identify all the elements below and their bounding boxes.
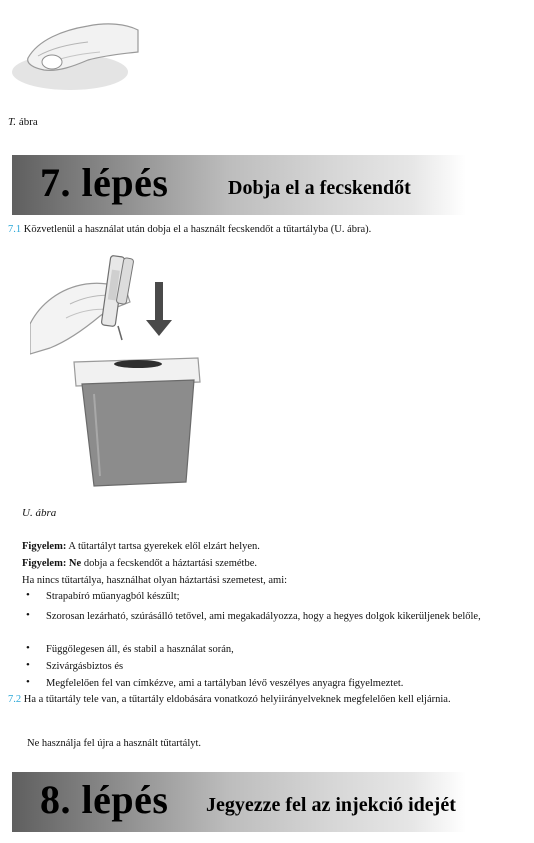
figure-t-illustration [8,0,143,100]
bullet-icon: • [26,659,30,671]
warning-2: Figyelem: Ne dobja a fecskendőt a háztartási szemétbe. [22,558,257,569]
bullet-icon: • [26,589,30,601]
step-8-banner [12,772,466,832]
item-7-2-number: 7.2 [8,694,22,705]
step-8-number: 8. lépés [40,777,169,822]
lid-opening [114,360,162,368]
step-7-number: 7. lépés [40,160,169,205]
bullet-icon: • [26,642,30,654]
figure-u-illustration [30,244,220,494]
warning-1: Figyelem: A tűtartályt tartsa gyerekek elől elzárt helyen. [22,541,260,552]
container-intro: Ha nincs tűtartálya, használhat olyan háztartási szemetest, ami: [22,575,288,586]
step-8-title: Jegyezze fel az injekció idejét [206,794,456,816]
figure-t-caption: T. ábra [8,116,38,128]
item-7-2: 7.2 Ha a tűtartály tele van, a tűtartály eldobására vonatkozó helyiirányelveknek megfelelően kell eljárnia. [8,694,451,705]
step-7-banner [12,155,466,215]
item-7-1: 7.1 Közvetlenül a használat után dobja el a használt fecskendőt a tűtartályba (U. ábra). [8,224,372,235]
reuse-note: Ne használja fel újra a használt tűtartályt. [27,738,202,749]
bullet-icon: • [26,676,30,688]
item-7-1-number: 7.1 [8,224,22,235]
cotton-ball-icon [42,55,62,69]
figure-u-caption: U. ábra [22,507,57,519]
down-arrow-icon [146,282,172,336]
bullet-icon: • [26,609,30,621]
step-7-title: Dobja el a fecskendőt [228,177,411,199]
